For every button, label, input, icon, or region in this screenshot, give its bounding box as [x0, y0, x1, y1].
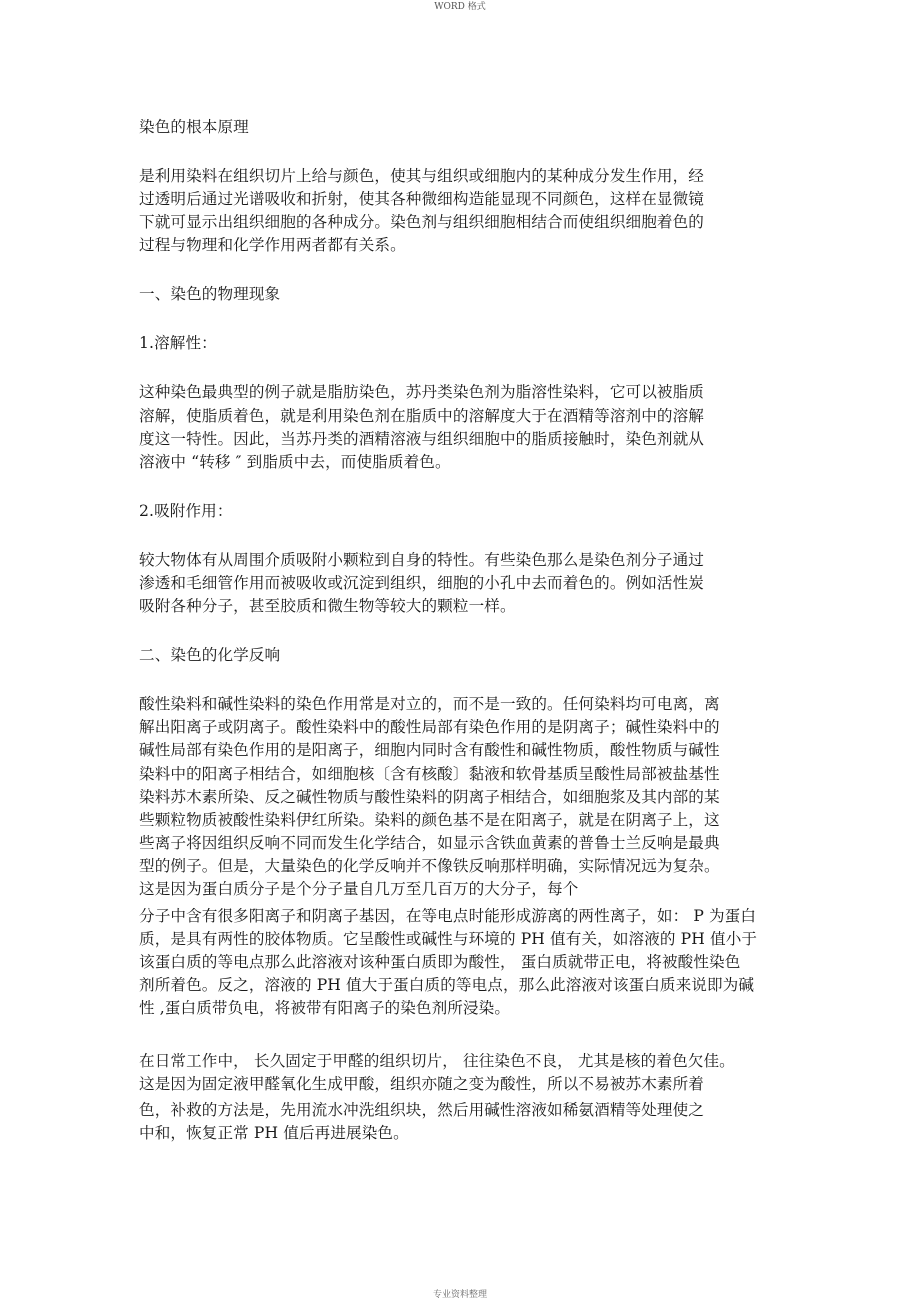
practice-line: 中和，恢复正常 PH 值后再进展染色。 [139, 1124, 409, 1142]
subheading-solubility: 1.溶解性： [139, 334, 217, 352]
subheading-adsorption: 2.吸附作用： [139, 502, 233, 520]
section-heading-physical: 一、染色的物理现象 [139, 285, 281, 303]
chemical-line: 质，是具有两性的胶体物质。它呈酸性或碱性与环境的 PH 值有关，如溶液的 PH 值小于 [139, 930, 758, 948]
chemical-line: 碱性局部有染色作用的是阳离子，细胞内同时含有酸性和碱性物质，酸性物质与碱性 [139, 741, 720, 759]
intro-line: 是利用染料在组织切片上给与颜色，使其与组织或细胞内的某种成分发生作用，经 [139, 167, 704, 185]
chemical-line: 型的例子。但是，大量染色的化学反响并不像铁反响那样明确，实际情况远为复杂。 [139, 857, 720, 875]
adsorption-line: 较大物体有从周围介质吸附小颗粒到自身的特性。有些染色那么是染色剂分子通过 [139, 551, 704, 569]
chemical-line: 染料苏木素所染、反之碱性物质与酸性染料的阴离子相结合，如细胞浆及其内部的某 [139, 788, 720, 806]
practice-line: 色，补救的方法是，先用流水冲洗组织块，然后用碱性溶液如稀氨酒精等处理使之 [139, 1101, 704, 1119]
solubility-line: 溶液中 “转移 ″ 到脂质中去，而使脂质着色。 [139, 453, 451, 471]
chemical-line: 些离子将因组织反响不同而发生化学结合，如显示含铁血黄素的普鲁士兰反响是最典 [139, 834, 720, 852]
intro-line: 过程与物理和化学作用两者都有关系。 [139, 236, 406, 254]
practice-line: 在日常工作中， 长久固定于甲醛的组织切片， 往往染色不良， 尤其是核的着色欠佳。 [139, 1052, 735, 1070]
solubility-line: 这种染色最典型的例子就是脂肪染色，苏丹类染色剂为脂溶性染料，它可以被脂质 [139, 383, 704, 401]
chemical-line: 酸性染料和碱性染料的染色作用常是对立的，而不是一致的。任何染料均可电离，离 [139, 695, 720, 713]
intro-line: 过透明后通过光谱吸收和折射，使其各种微细构造能显现不同颜色，这样在显微镜 [139, 190, 704, 208]
chemical-line: 分子中含有很多阳离子和阴离子基因，在等电点时能形成游离的两性离子，如： P 为蛋白 [139, 907, 757, 925]
practice-line: 这是因为固定液甲醛氧化生成甲酸，组织亦随之变为酸性，所以不易被苏木素所着 [139, 1075, 704, 1093]
adsorption-line: 吸附各种分子，甚至胶质和微生物等较大的颗粒一样。 [139, 597, 516, 615]
section-heading-chemical: 二、染色的化学反响 [139, 646, 281, 664]
chemical-line: 这是因为蛋白质分子是个分子量自几万至几百万的大分子，每个 [139, 880, 579, 898]
chemical-line: 些颗粒物质被酸性染料伊红所染。染料的颜色基不是在阳离子，就是在阴离子上，这 [139, 811, 720, 829]
chemical-line: 解出阳离子或阴离子。酸性染料中的酸性局部有染色作用的是阴离子；碱性染料中的 [139, 718, 720, 736]
adsorption-line: 渗透和毛细管作用而被吸收或沉淀到组织，细胞的小孔中去而着色的。例如活性炭 [139, 574, 704, 592]
chemical-line: 性 ,蛋白质带负电，将被带有阳离子的染色剂所浸染。 [139, 999, 511, 1017]
page-footer: 专业资料整理 [432, 1290, 487, 1300]
document-title: 染色的根本原理 [139, 118, 249, 136]
solubility-line: 度这一特性。因此，当苏丹类的酒精溶液与组织细胞中的脂质接触时，染色剂就从 [139, 430, 704, 448]
chemical-line: 染料中的阳离子相结合，如细胞核〔含有核酸〕黏液和软骨基质呈酸性局部被盐基性 [139, 765, 720, 783]
solubility-line: 溶解，使脂质着色，就是利用染色剂在脂质中的溶解度大于在酒精等溶剂中的溶解 [139, 407, 704, 425]
page-header: WORD 格式 [434, 2, 486, 12]
chemical-line: 该蛋白质的等电点那么此溶液对该种蛋白质即为酸性， 蛋白质就带正电，将被酸性染色 [139, 953, 741, 971]
intro-line: 下就可显示出组织细胞的各种成分。染色剂与组织细胞相结合而使组织细胞着色的 [139, 213, 704, 231]
chemical-line: 剂所着色。反之，溶液的 PH 值大于蛋白质的等电点，那么此溶液对该蛋白质来说即为碱 [139, 976, 755, 994]
